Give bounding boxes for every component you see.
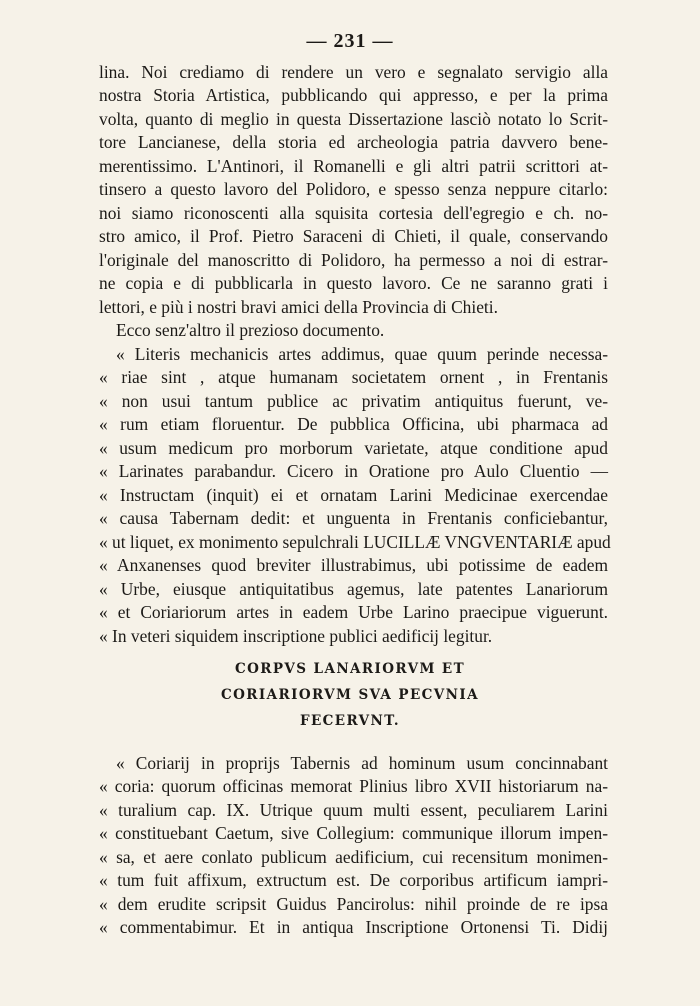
text-line: nostra Storia Artistica, pubblicando qui appresso, e per la prima: [99, 85, 608, 105]
quote-line: « dem erudite scripsit Guidus Pancirolus: nihil proinde de re ipsa: [99, 894, 608, 914]
quote-line: « usum medicum pro morborum varietate, atque conditione apud: [99, 438, 608, 458]
text-line: merentissimo. L'Antinori, il Romanelli e gli altri patrii scrittori at-: [99, 156, 608, 176]
quote-line: « commentabimur. Et in antiqua Inscriptione Ortonensi Ti. Didij: [99, 917, 608, 937]
text-line: ne copia e di pubblicarla in questo lavoro. Ce ne saranno grati i: [99, 273, 608, 293]
lead-line: Ecco senz'altro il prezioso documento.: [116, 320, 385, 340]
quote-line: « Literis mechanicis artes addimus, quae quum perinde necessa-: [116, 344, 608, 364]
quote-line: « riae sint , atque humanam societatem ornent , in Frentanis: [99, 367, 608, 387]
quote-line: « Larinates parabandur. Cicero in Oratione pro Aulo Cluentio —: [99, 461, 608, 481]
text-line: lettori, e più i nostri bravi amici della Provincia di Chieti.: [99, 297, 498, 317]
quote-line: « Urbe, eiusque antiquitatibus agemus, late patentes Lanariorum: [99, 579, 608, 599]
text-line: l'originale del manoscritto di Polidoro, ha permesso a noi di estrar-: [99, 250, 608, 270]
text-line: noi siamo riconoscenti alla squisita cortesia dell'egregio e ch. no-: [99, 203, 608, 223]
quote-line: « Anxanenses quod breviter illustrabimus, ubi potissime de eadem: [99, 555, 608, 575]
quote-line: « constituebant Caetum, sive Collegium: communique illorum impen-: [99, 823, 608, 843]
quote-line: « ut liquet, ex monimento sepulchrali LUCILLÆ VNGVENTARIÆ apud: [99, 532, 611, 552]
quote-line: « rum etiam floruentur. De pubblica Officina, ubi pharmaca ad: [99, 414, 608, 434]
quote-line: « non usui tantum publice ac privatim antiquitus fuerunt, ve-: [99, 391, 608, 411]
text-line: lina. Noi crediamo di rendere un vero e segnalato servigio alla: [99, 62, 608, 82]
quote-line: « et Coriariorum artes in eadem Urbe Larino praecipue viguerunt.: [99, 602, 608, 622]
text-line: tinsero a questo lavoro del Polidoro, e spesso senza neppure citarlo:: [99, 179, 608, 199]
text-line: stro amico, il Prof. Pietro Saraceni di Chieti, il quale, conservando: [99, 226, 608, 246]
inscription-line: CORIARIORVM SVA PECVNIA: [220, 687, 479, 703]
quote-line: « coria: quorum officinas memorat Plinius libro XVII historiarum na-: [99, 776, 608, 796]
inscription-line: FECERVNT.: [299, 713, 401, 729]
quote-line: « Instructam (inquit) ei et ornatam Larini Medicinae exercendae: [99, 485, 608, 505]
quote-line: « turalium cap. IX. Utrique quum multi essent, peculiarem Larini: [99, 800, 608, 820]
inscription-line: CORPVS LANARIORVM ET: [234, 661, 466, 677]
text-line: volta, quanto di meglio in questa Dissertazione lasciò notato lo Scrit-: [99, 109, 608, 129]
quote-line: « sa, et aere conlato publicum aedificium, cui recensitum monimen-: [99, 847, 608, 867]
quote-line: « In veteri siquidem inscriptione publici aedificij legitur.: [99, 626, 493, 646]
page-number: — 231 —: [306, 30, 394, 52]
text-line: tore Lancianese, della storia ed archeologia patria davvero bene-: [99, 132, 608, 152]
quote-line: « causa Tabernam dedit: et unguenta in Frentanis conficiebantur,: [99, 508, 608, 528]
quote-line: « Coriarij in proprijs Tabernis ad hominum usum concinnabant: [116, 753, 608, 773]
quote-line: « tum fuit affixum, extructum est. De corporibus artificum iampri-: [99, 870, 608, 890]
